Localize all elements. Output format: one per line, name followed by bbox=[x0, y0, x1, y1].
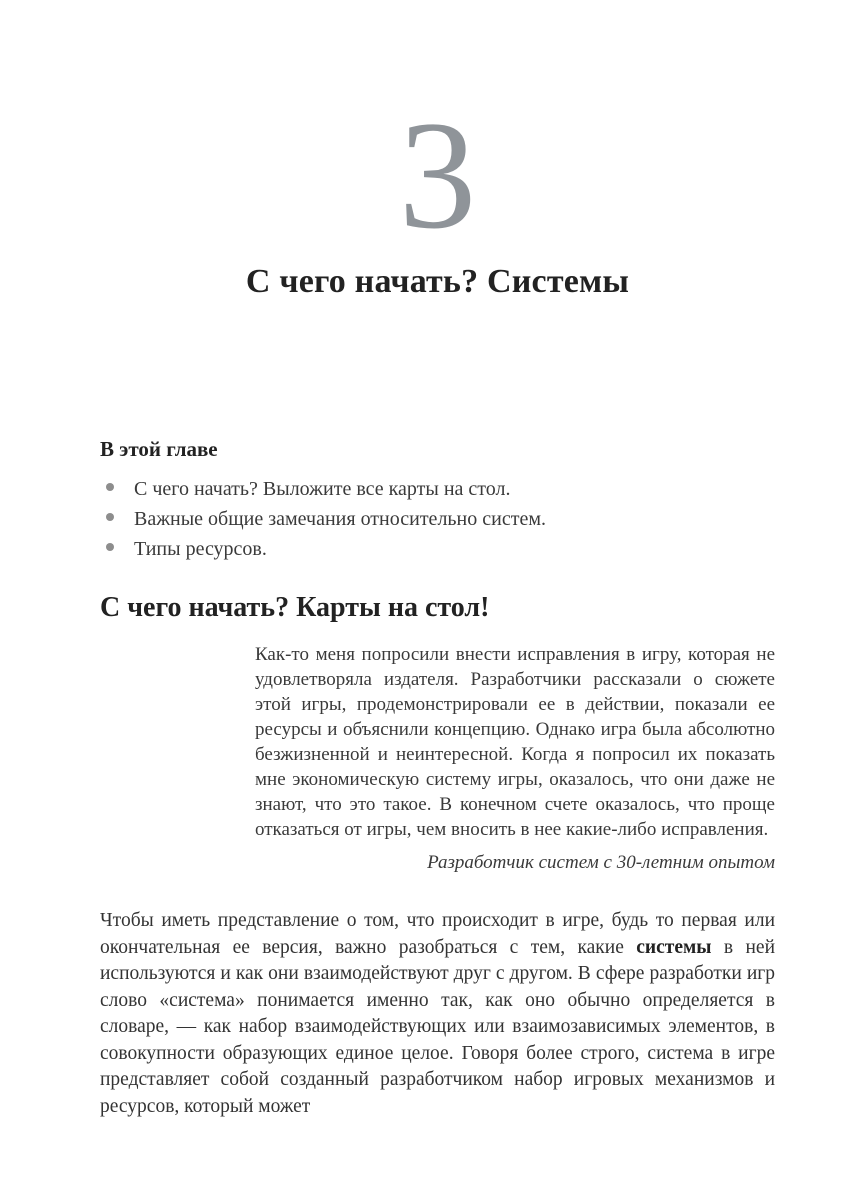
bullet-icon bbox=[106, 483, 114, 491]
epigraph-quote: Как-то меня попросили внести исправления в игру, которая не удовлетворяла издателя. Разработчики рассказали о сюжете этой игры, продемонстрировали ее в действии, показали ее ресурсы и объяснили концепцию. Однако игра была абсолютно безжизненной и неинтересной. Когда я попросил их показать мне экономическую систему игры, оказалось, что они даже не знают, что это такое. В конечном счете оказалось, что проще отказаться от игры, чем вносить в нее какие-либо исправления. bbox=[255, 644, 775, 840]
body-paragraph bbox=[100, 908, 775, 1120]
list-item bbox=[100, 534, 775, 564]
quote-attribution: Разработчик систем с 30-летним опытом bbox=[427, 852, 775, 873]
list-item bbox=[100, 504, 775, 534]
in-this-chapter-heading: В этой главе bbox=[100, 437, 218, 461]
body-text-bold-term: системы bbox=[636, 936, 712, 958]
body-text-before: Чтобы иметь представление о том, что происходит в игре, будь то первая или окончательная ее версия, важно разобраться с тем, какие bbox=[100, 910, 775, 958]
chapter-title: С чего начать? Системы bbox=[245, 263, 630, 300]
bullet-icon bbox=[106, 513, 114, 521]
bullet-icon bbox=[106, 543, 114, 551]
section-heading: С чего начать? Карты на стол! bbox=[100, 592, 490, 623]
chapter-number: 3 bbox=[398, 89, 477, 261]
list-item-text: Типы ресурсов. bbox=[134, 538, 267, 560]
list-item bbox=[100, 474, 775, 504]
list-item-text: Важные общие замечания относительно систем. bbox=[134, 508, 546, 530]
list-item-text: С чего начать? Выложите все карты на стол. bbox=[134, 478, 511, 500]
body-text-after: в ней используются и как они взаимодействуют друг с другом. В сфере разработки игр слово «система» понимается именно так, как оно обычно определяется в словаре, — как набор взаимодействующих или взаимозависимых элементов, в совокупности образующих единое целое. Говоря более строго, система в игре представляет собой созданный разработчиком набор игровых механизмов и ресурсов, который может bbox=[100, 936, 775, 1117]
chapter-topics-list bbox=[100, 474, 775, 564]
